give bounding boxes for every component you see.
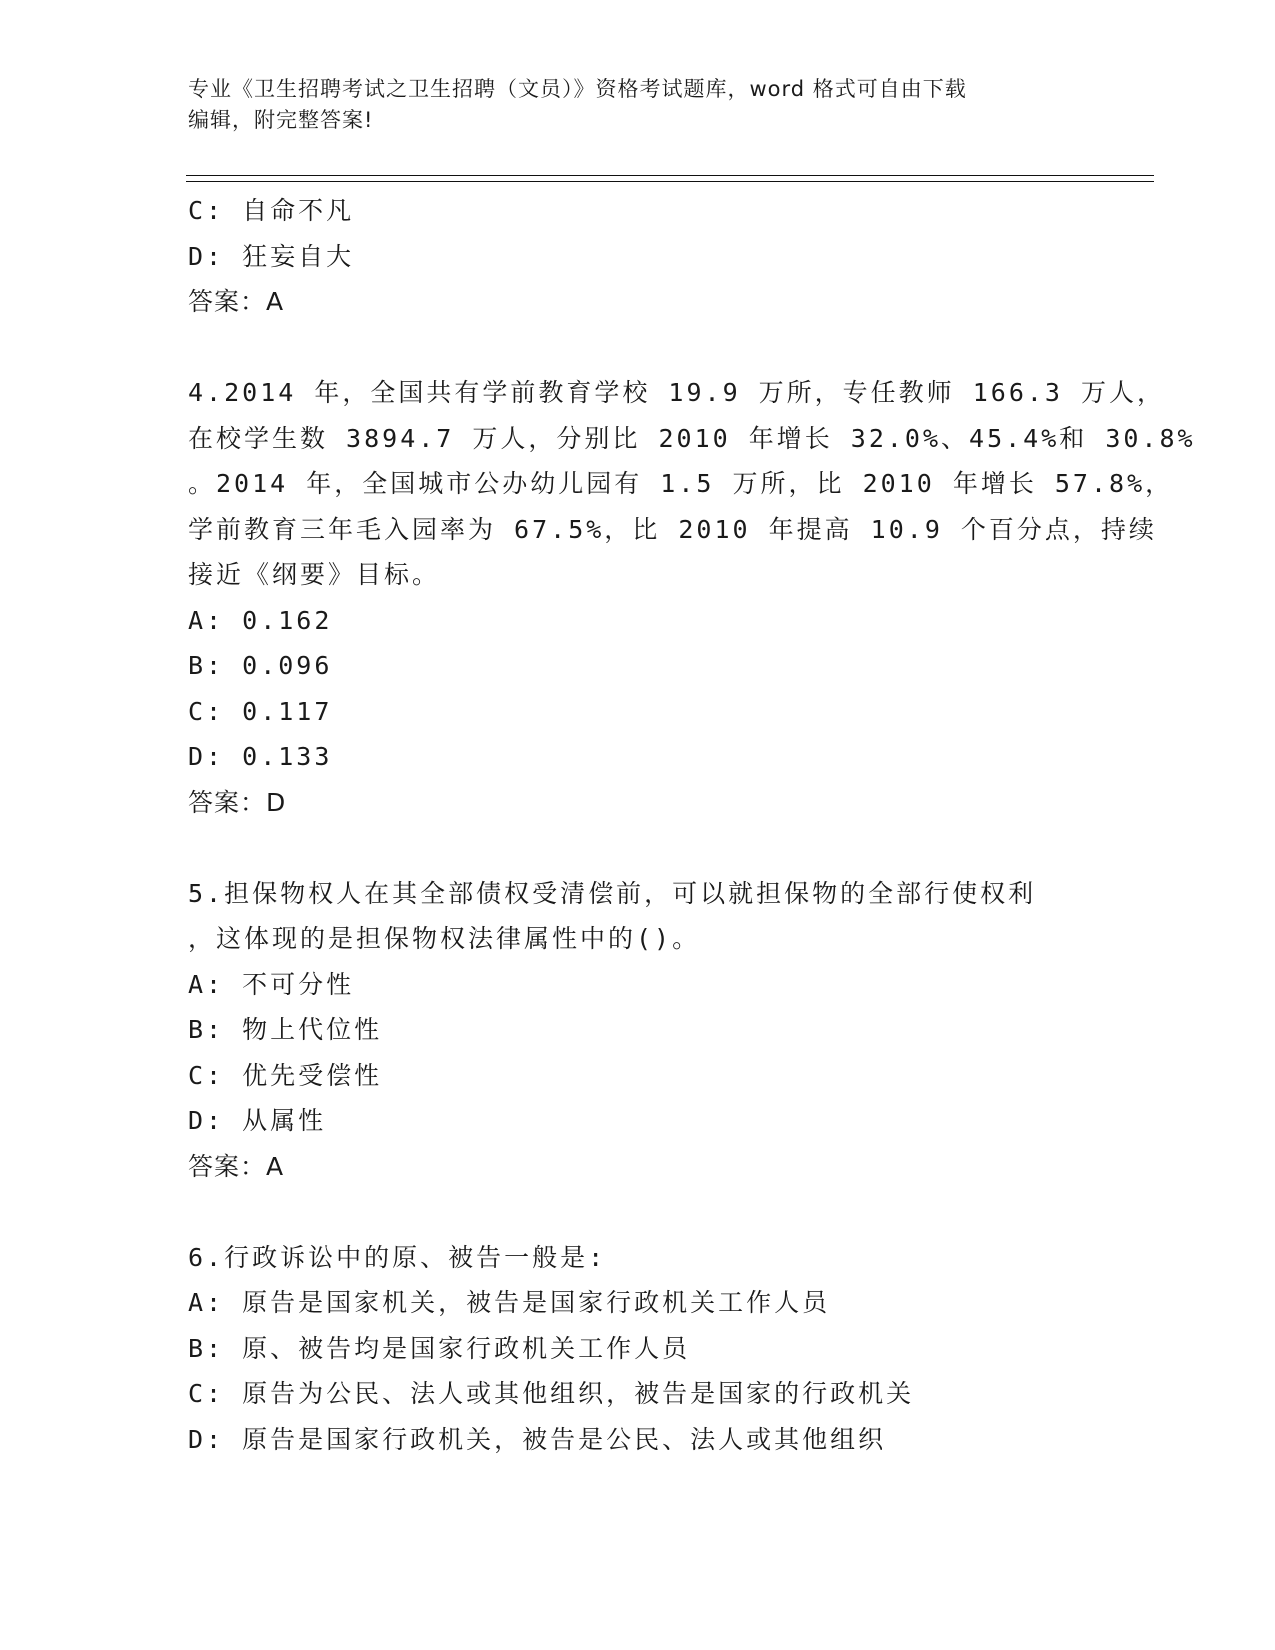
- q5-option-b: B: 物上代位性: [188, 1015, 383, 1044]
- q5-answer: 答案：A: [188, 1151, 285, 1181]
- q6-option-d: D: 原告是国家行政机关，被告是公民、法人或其他组织: [188, 1424, 887, 1454]
- header-line-2: 编辑，附完整答案!: [188, 108, 374, 132]
- q4-answer: 答案：D: [188, 787, 287, 817]
- q5-option-a: A: 不可分性: [188, 969, 355, 999]
- q4-stem-line-5: 接近《纲要》目标。: [188, 560, 441, 589]
- q4-stem-line-1: 4.2014 年，全国共有学前教育学校 19.9 万所，专任教师 166.3 万人，: [188, 378, 1166, 407]
- q3-option-d: D: 狂妄自大: [188, 241, 355, 271]
- q5-stem-line-1: 5.担保物权人在其全部债权受清偿前，可以就担保物的全部行使权利: [188, 878, 1037, 908]
- q6-option-a: A: 原告是国家机关，被告是国家行政机关工作人员: [188, 1288, 831, 1317]
- q6-option-b: B: 原、被告均是国家行政机关工作人员: [188, 1333, 691, 1363]
- q6-stem-line-1: 6.行政诉讼中的原、被告一般是:: [188, 1242, 607, 1272]
- q5-stem-line-2: ，这体现的是担保物权法律属性中的()。: [188, 924, 701, 953]
- q5-option-d: D: 从属性: [188, 1106, 327, 1135]
- q5-option-c: C: 优先受偿性: [188, 1060, 383, 1090]
- question-content: [188, 188, 1196, 1462]
- q4-stem-line-4: 学前教育三年毛入园率为 67.5%，比 2010 年提高 10.9 个百分点，持续: [188, 514, 1157, 544]
- page-header: [188, 74, 1088, 136]
- header-line-1: 专业《卫生招聘考试之卫生招聘（文员）》资格考试题库，word 格式可自由下载: [188, 77, 967, 101]
- header-rule-top: [186, 175, 1154, 176]
- spacer: [188, 325, 1108, 371]
- spacer: [188, 1189, 1108, 1235]
- q4-option-a: A: 0.162: [188, 605, 333, 635]
- header-rule-bottom: [186, 181, 1154, 182]
- q4-option-b: B: 0.096: [188, 651, 333, 680]
- q6-option-c: C: 原告为公民、法人或其他组织，被告是国家的行政机关: [188, 1379, 915, 1408]
- q4-option-c: C: 0.117: [188, 696, 333, 726]
- q3-answer: 答案：A: [188, 287, 285, 316]
- spacer: [188, 825, 1108, 871]
- q4-option-d: D: 0.133: [188, 742, 333, 771]
- q4-stem-line-3: 。2014 年，全国城市公办幼儿园有 1.5 万所，比 2010 年增长 57.8%，: [188, 469, 1174, 498]
- q4-stem-line-2: 在校学生数 3894.7 万人，分别比 2010 年增长 32.0%、45.4%和 30.8%: [188, 423, 1196, 453]
- q3-option-c: C: 自命不凡: [188, 196, 355, 225]
